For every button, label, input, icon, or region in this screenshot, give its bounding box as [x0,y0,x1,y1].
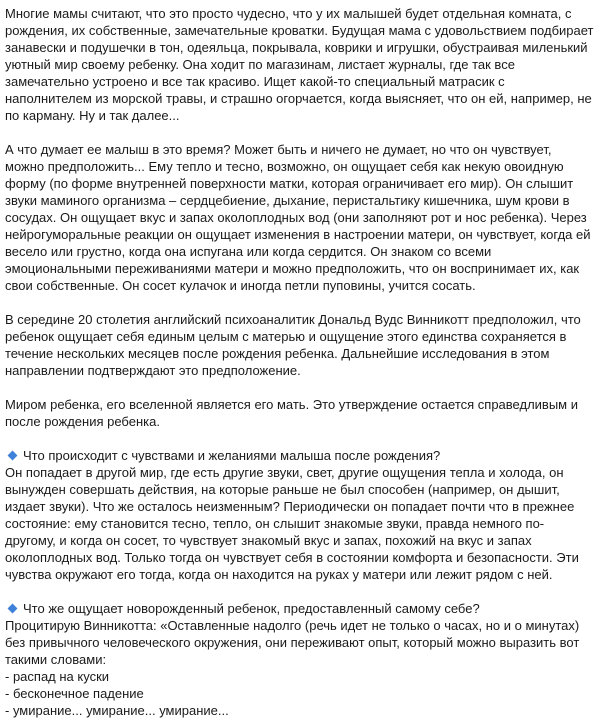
question-heading-2: Что же ощущает новорожденный ребенок, предоставленный самому себе? [5,600,594,617]
diamond-bullet-icon [8,451,18,461]
paragraph-mother-world: Миром ребенка, его вселенной является его мать. Это утверждение остается справедливым и после рождения ребенка. [5,397,578,429]
paragraph-baby-thinks: А что думает ее малыш в это время? Может быть и ничего не думает, но что он чувствует, можно предположить... Ему тепло и тесно, возможно, он ощущает себя как некую овоидную форму (по форме внутренней поверхности матки, которая ограничивает его мир). Он слышит звуки маминого организма – сердцебиение, дыхание, перистальтику кишечника, шум крови в сосудах. Он ощущает вкус и запах околоплодных вод (они заполняют рот и нос ребенка). Через нейрогуморальные реакции он ощущает изменения в настроении матери, он чувствует, когда ей весело или грустно, когда она испугана или когда сердится. Он знаком со всеми эмоциональными переживаниями матери и можно предположить, что он воспринимает их, как свои собственные. Он сосет кулачок и иногда петли пуповины, учится сосать. [5,142,591,293]
section-body-1: Он попадает в другой мир, где есть другие звуки, свет, другие ощущения тепла и холода, он вынужден совершать действия, на которые раньше не был способен (например, он дышит, издает звуки). Что же осталось неизменным? Периодически он попадает почти что в прежнее состояние: ему становится тесно, тепло, он слышит знакомые звуки, правда немного по-другому, и когда он сосет, то чувствует знакомый вкус и запах, похожий на вкус и запах околоплодных вод. Только тогда он чувствует себя в состоянии комфорта и безопасности. Эти чувства окружают его тогда, когда он находится на руках у матери или лежит рядом с ней. [5,465,579,582]
section-feelings [5,447,594,583]
section-newborn [5,600,594,719]
list-item: - бесконечное падение [5,686,144,701]
paragraph-intro: Многие мамы считают, что это просто чудесно, что у их малышей будет отдельная комната, с рождения, их собственные, замечательные кроватки. Будущая мама с удовольствием подбирает занавески и подушечки в тон, одеяльца, покрывала, коврики и игрушки, обустраивая миленький уютный мир своему ребенку. Она ходит по магазинам, листает журналы, где так все замечательно устроено и все так красиво. Ищет какой-то специальный матрасик с наполнителем из морской травы, и страшно огорчается, когда выясняет, что он ей, например, не по карману. Ну и так далее... [5,6,594,123]
section-body-2: Процитирую Винникотта: «Оставленные надолго (речь идет не только о часах, но и о минутах) без привычного человеческого окружения, они переживают опыт, который можно выразить вот такими словами: [5,618,580,667]
question-heading-1: Что происходит с чувствами и желаниями малыша после рождения? [5,447,594,464]
list-item: - умирание... умирание... умирание... [5,703,229,718]
list-item: - распад на куски [5,669,110,684]
paragraph-winnicott: В середине 20 столетия английский психоаналитик Дональд Вудс Винникотт предположил, что ребенок ощущает себя единым целым с матерью и ощущение этого единства сохраняется в течение нескольких месяцев после рождения ребенка. Дальнейшие исследования в этом направлении подтверждают это предположение. [5,312,581,378]
diamond-bullet-icon [8,604,18,614]
